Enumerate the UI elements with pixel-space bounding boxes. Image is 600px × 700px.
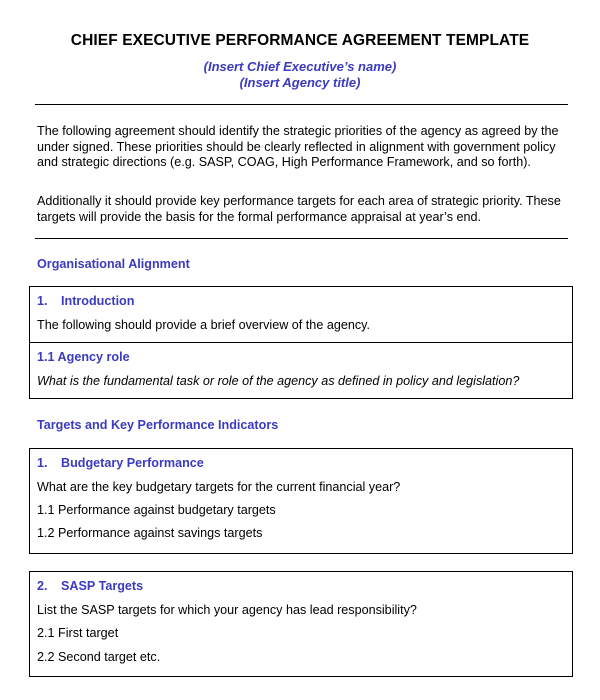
chief-executive-name-placeholder: (Insert Chief Executive’s name) [203,59,397,74]
budgetary-performance-heading [37,456,204,470]
agency-role-question: What is the fundamental task or role of the agency as defined in policy and legislation? [37,374,520,388]
introduction-label: Introduction [61,294,135,308]
introduction-box-divider [30,342,572,343]
targets-kpi-heading: Targets and Key Performance Indicators [37,418,279,432]
agency-role-heading: 1.1 Agency role [37,350,130,364]
budgetary-item: 1.2 Performance against savings targets [37,526,263,540]
budgetary-performance-label: Budgetary Performance [61,456,204,470]
intro-paragraph-1: The following agreement should identify the strategic priorities of the agency as agreed by the under signed. These priorities should be clearly reflected in alignment with government policy and strategic directions (e.g. SASP, COAG, High Performance Framework, and so forth). [37,124,559,170]
sasp-question: List the SASP targets for which your agency has lead responsibility? [37,603,417,617]
intro-paragraph-2: Additionally it should provide key performance targets for each area of strategic priority. These targets will provide the basis for the formal performance appraisal at year’s end. [37,194,561,224]
sasp-targets-heading [37,579,143,593]
top-divider [35,104,568,105]
introduction-box [29,286,573,399]
budgetary-performance-number: 1. [37,456,48,470]
agency-title-placeholder: (Insert Agency title) [239,75,361,90]
budgetary-item: 1.1 Performance against budgetary targets [37,503,276,517]
sasp-targets-number: 2. [37,579,48,593]
sasp-item: 2.2 Second target etc. [37,650,161,664]
bottom-divider [35,238,568,239]
sasp-item: 2.1 First target [37,626,119,640]
introduction-body: The following should provide a brief overview of the agency. [37,318,370,332]
budgetary-performance-box [29,448,573,554]
organisational-alignment-heading: Organisational Alignment [37,257,190,271]
introduction-heading [37,294,134,308]
budgetary-question: What are the key budgetary targets for the current financial year? [37,480,401,494]
document-title: CHIEF EXECUTIVE PERFORMANCE AGREEMENT TEMPLATE [70,32,530,49]
introduction-number: 1. [37,294,48,308]
sasp-targets-box [29,571,573,677]
sasp-targets-label: SASP Targets [61,579,144,593]
